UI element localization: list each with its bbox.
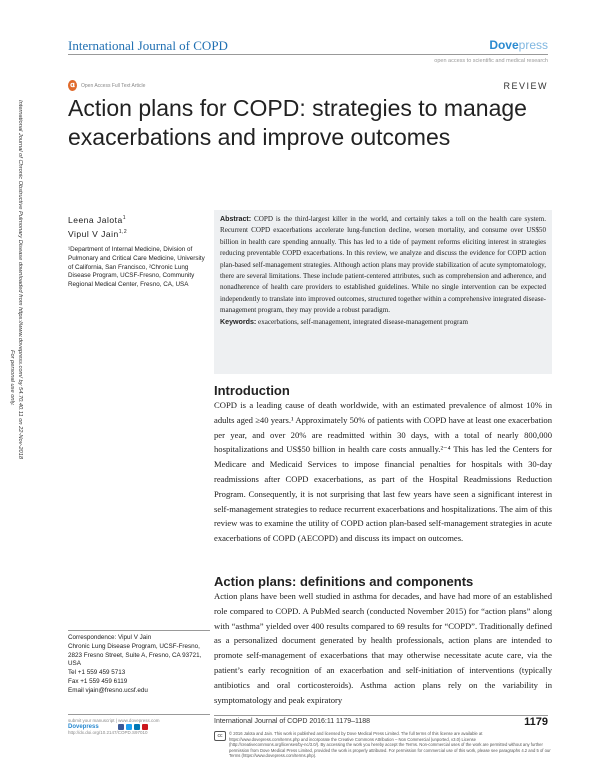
footer-divider <box>214 715 548 716</box>
keywords-text: exacerbations, self-management, integrated disease-management program <box>256 317 469 326</box>
intro-heading: Introduction <box>214 383 290 398</box>
abstract-label: Abstract: <box>220 215 252 223</box>
publisher-main: Dove <box>489 38 519 52</box>
correspondence-address: Chronic Lung Disease Program, UCSF-Fresno, 2823 Fresno Street, Suite A, Fresno, CA 93721, USA <box>68 642 202 668</box>
article-type: REVIEW <box>503 81 548 91</box>
download-note: International Journal of Chronic Obstructive Pulmonary Disease downloaded from https://www.dovepress.com/ by 54.70.40.11 on 22-Nov-2018 <box>17 100 23 460</box>
publisher-logo[interactable] <box>489 38 548 52</box>
author-1 <box>68 212 127 226</box>
open-access-icon: 𝛂 <box>68 80 77 91</box>
journal-title: International Journal of COPD <box>68 38 228 53</box>
header-divider <box>68 54 548 55</box>
social-icons <box>118 724 148 730</box>
youtube-icon[interactable] <box>142 724 148 730</box>
correspondence-email[interactable]: Email vjain@fresno.ucsf.edu <box>68 686 148 694</box>
abstract-box <box>214 210 552 374</box>
keywords-label: Keywords: <box>220 317 257 326</box>
correspondence-tel: Tel +1 559 459 5713 <box>68 669 126 677</box>
twitter-icon[interactable] <box>126 724 132 730</box>
author-2-sup: 1,2 <box>118 228 128 235</box>
personal-use-note: For personal use only. <box>9 350 15 406</box>
publisher-press: press <box>518 38 548 52</box>
footer-journal: International Journal of COPD 2016:11 1179–1188 <box>214 718 371 725</box>
correspondence-fax: Fax +1 559 459 6119 <box>68 677 128 685</box>
keywords-paragraph <box>220 317 546 328</box>
doi-link[interactable]: http://dx.doi.org/10.2147/COPD.S97010 <box>68 730 148 736</box>
open-access-text: Open Access Full Text Article <box>81 82 146 89</box>
license-block <box>214 731 552 759</box>
section2-text: Action plans have been well studied in asthma for decades, and have had more of an established role compared to COPD. A PubMed search (conducted November 2015) for “action plans” along with “asthma” yielded over 400 results compared to 69 results for “COPD”. Traditionally defined as a personalized document generated by health professionals, action plans are intended to promote self-management of exacerbations that may otherwise necessitate acute care, via the patient’s early recognition of an exacerbation and self-initiation of interventions (typically antibiotics and oral corticosteroids). Asthma action plans rely on the variability in symptomatology and peak expiratory <box>214 591 552 705</box>
submit-link[interactable]: submit your manuscript | www.dovepress.com <box>68 718 160 723</box>
author-1-sup: 1 <box>122 215 126 221</box>
author-list <box>68 212 127 240</box>
author-2 <box>68 226 127 240</box>
linkedin-icon[interactable] <box>134 724 140 730</box>
publisher-tagline: open access to scientific and medical research <box>434 58 548 64</box>
open-access-label <box>68 80 145 91</box>
author-2-name: Vipul V Jain <box>68 228 119 239</box>
author-1-name: Leena Jalota <box>68 214 123 225</box>
download-watermark <box>0 100 32 570</box>
abstract-text: COPD is the third-largest killer in the world, and certainly takes a toll on the health care system. Recurrent COPD exacerbations accelerate lung-function decline, worsen mortality, and consume over US$50 billion in health care spending annually. This has led to a tide of payment reforms eliciting interest in strategies reducing preventable COPD exacerbations. In this review, we analyze and discuss the evidence for COPD action plan-based self-management strategies. Although action plans may provide stabilization of acute symptomatology, there are several limitations. These include patient-centered attributes, such as comprehension and adherence, and nonadherence of health care providers to established guidelines. While no single intervention can be expected independently to translate into improved outcomes, structured together within a comprehensive integrated disease-management program, they may provide a robust paradigm. <box>220 215 546 315</box>
dovepress-logo[interactable]: Dovepress <box>68 724 99 731</box>
page-number: 1179 <box>524 716 548 728</box>
article-title: Action plans for COPD: strategies to manage exacerbations and improve outcomes <box>68 95 527 150</box>
abstract-paragraph <box>220 214 546 317</box>
license-text: © 2016 Jalota and Jain. This work is published and licensed by Dove Medical Press Limited. The full terms of this license are available at https://www.dovepress.com/terms.php and incorporate the Creative Commons Attribution – Non Commercial (unported, v3.0) License (http://creativecommons.org/licenses/by-nc/3.0/). By accessing the work you hereby accept the Terms. Non-commercial uses of the work are permitted without any further permission from Dove Medical Press Limited, provided the work is properly attributed. For permission for commercial use of this work, please see paragraphs 4.2 and 5 of our Terms (https://www.dovepress.com/terms.php). <box>229 731 551 759</box>
submit-box <box>68 714 210 736</box>
download-watermark-text <box>8 100 24 459</box>
cc-icon: cc <box>214 731 226 741</box>
section2-heading: Action plans: definitions and components <box>214 574 474 589</box>
intro-text: COPD is a leading cause of death worldwide, with an estimated prevalence of almost 10% in adults aged ≥40 years.¹ Approximately 50% of patients with COPD have at least one exacerbation per year, and over 20% are readmitted within 30 days, with a total of nearly 800,000 hospitalizations and US$50 billion in health care costs annually.²⁻⁴ This has led the Centers for Medicare and Medicaid Services to impose financial penalties for hospitals with 30-day readmissions after COPD exacerbations, as part of the Hospital Readmissions Reduction Program. Consequently, it is not surprising that last few years have seen a significant interest in self-management strategies to reduce recurrent exacerbations and hospitalizations. The aim of this review was to examine the utility of COPD action plan-based self-management strategies in acute exacerbations of COPD (AECOPD) and discuss its impact on outcomes. <box>214 400 552 544</box>
affiliations: ¹Department of Internal Medicine, Division of Pulmonary and Critical Care Medicine, University of California, San Francisco, ²Chronic Lung Disease Program, UCSF-Fresno, Community Regional Medical Center, Fresno, CA, USA <box>68 246 205 289</box>
correspondence-label: Correspondence: Vipul V Jain <box>68 634 152 641</box>
correspondence <box>68 630 210 696</box>
facebook-icon[interactable] <box>118 724 124 730</box>
